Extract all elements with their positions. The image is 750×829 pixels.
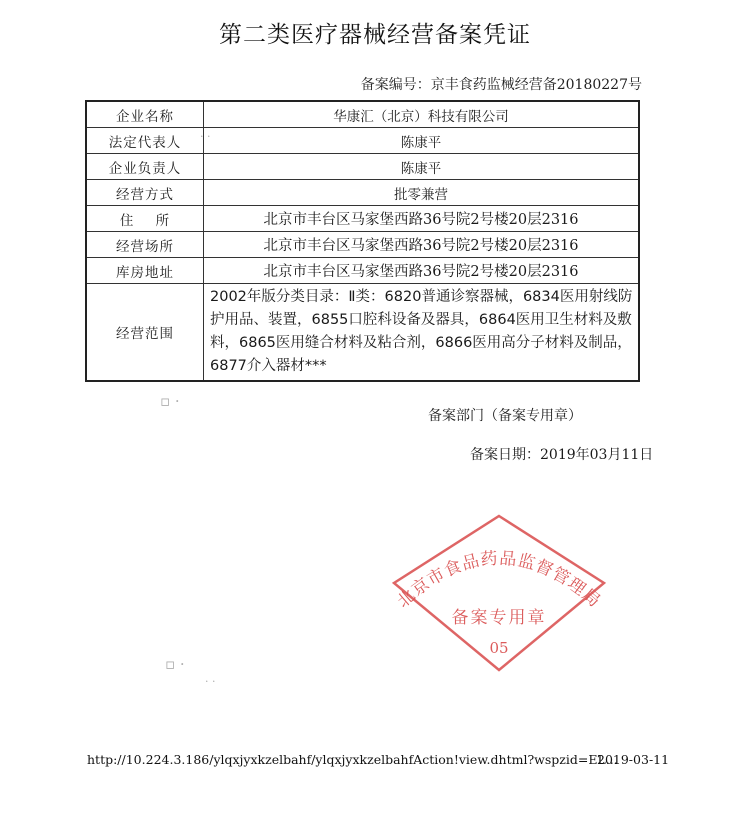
- residence-value: 北京市丰台区马家堡西路36号院2号楼20层2316: [204, 206, 640, 232]
- table-row: [86, 154, 639, 180]
- seal-org-name: 北京市食品药品监督管理局: [393, 548, 605, 612]
- business-premises-value: 北京市丰台区马家堡西路36号院2号楼20层2316: [204, 232, 640, 258]
- person-in-charge-label: 企业负责人: [86, 154, 204, 180]
- company-name-value: 华康汇（北京）科技有限公司: [204, 101, 640, 128]
- scan-mark: ▫ ·: [165, 655, 185, 673]
- company-name-label: 企业名称: [86, 101, 204, 128]
- residence-label: 住 所: [86, 206, 204, 232]
- table-row: [86, 128, 639, 154]
- business-premises-label: 经营场所: [86, 232, 204, 258]
- seal-code: 05: [489, 639, 509, 657]
- scan-mark: · ·: [205, 675, 216, 688]
- person-in-charge-value: 陈康平: [204, 154, 640, 180]
- business-mode-value: 批零兼营: [204, 180, 640, 206]
- legal-rep-label: 法定代表人: [86, 128, 204, 154]
- scan-mark: ▫ ·: [160, 392, 180, 410]
- legal-rep-value: 陈康平: [204, 128, 640, 154]
- warehouse-address-label: 库房地址: [86, 258, 204, 284]
- table-row: [86, 284, 639, 382]
- table-row: [86, 258, 639, 284]
- seal-purpose: 备案专用章: [451, 608, 547, 628]
- business-scope-label: 经营范围: [86, 284, 204, 382]
- document-title: 第二类医疗器械经营备案凭证: [219, 22, 531, 48]
- table-row: [86, 101, 639, 128]
- record-number: 备案编号：京丰食药监械经营备20180227号: [360, 77, 642, 93]
- footer-url: http://10.224.3.186/ylqxjyxkzelbahf/ylqxjyxkzelbahfAction!view.dhtml?wspzid=EL...: [87, 752, 618, 767]
- warehouse-address-value: 北京市丰台区马家堡西路36号院2号楼20层2316: [204, 258, 640, 284]
- official-seal: [389, 513, 609, 673]
- table-row: [86, 180, 639, 206]
- business-mode-label: 经营方式: [86, 180, 204, 206]
- business-scope-value: 2002年版分类目录：Ⅱ类：6820普通诊察器械，6834医用射线防护用品、装置，6855口腔科设备及器具，6864医用卫生材料及敷料，6865医用缝合材料及粘合剂，6866医用高分子材料及制品，6877介入器材***: [204, 284, 640, 382]
- certificate-table: [85, 100, 640, 382]
- filing-department: 备案部门（备案专用章）: [428, 408, 582, 424]
- filing-date: 备案日期：2019年03月11日: [470, 447, 654, 463]
- scan-mark: · ·: [200, 130, 211, 143]
- table-row: [86, 206, 639, 232]
- table-row: [86, 232, 639, 258]
- footer-print-date: 2019-03-11: [597, 752, 670, 767]
